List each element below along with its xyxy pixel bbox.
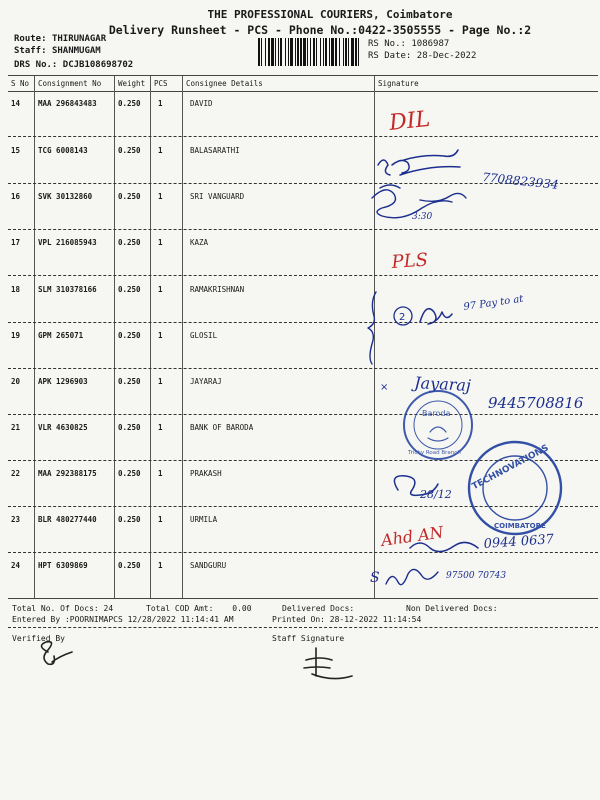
barcode-bar xyxy=(345,38,347,66)
total-docs-label: Total No. Of Docs: xyxy=(12,604,99,613)
row-separator xyxy=(8,136,598,137)
verifier-signature xyxy=(41,642,72,665)
row-consignee: JAYARAJ xyxy=(190,377,222,386)
col-pcs: PCS xyxy=(154,79,168,88)
row-consignment: MAA 296843483 xyxy=(38,99,97,108)
row-consignee: PRAKASH xyxy=(190,469,222,478)
row-weight: 0.250 xyxy=(118,99,141,108)
barcode-bar xyxy=(358,38,359,66)
row-sno: 14 xyxy=(11,99,21,108)
barcode-bar xyxy=(348,38,349,66)
row-consignment: VPL 216085943 xyxy=(38,238,97,247)
handwritten-cross: × xyxy=(380,382,389,393)
barcode-bar xyxy=(323,38,324,66)
drs-value: DCJB108698702 xyxy=(62,60,134,70)
svg-text:COIMBATORE: COIMBATORE xyxy=(494,522,546,530)
handwritten-pls: PLS xyxy=(390,249,429,273)
drs-label: DRS No.: xyxy=(14,60,58,70)
barcode-bar xyxy=(331,38,334,66)
row-separator xyxy=(8,552,598,553)
non-delivered-label: Non Delivered Docs: xyxy=(406,604,498,613)
barcode-bar xyxy=(343,38,344,66)
signature-scribble xyxy=(410,542,478,551)
row-pcs: 1 xyxy=(158,192,163,201)
row-consignment: HPT 6309869 xyxy=(38,561,88,570)
svg-text:Baroda: Baroda xyxy=(422,409,451,418)
col-divider xyxy=(34,76,35,598)
verified-by-label: Verified By xyxy=(12,634,65,643)
row-sno: 18 xyxy=(11,285,21,294)
row-weight: 0.250 xyxy=(118,285,141,294)
row-consignment: BLR 480277440 xyxy=(38,515,97,524)
barcode-bar xyxy=(268,38,270,66)
row-pcs: 1 xyxy=(158,515,163,524)
barcode-bar xyxy=(339,38,340,66)
row-pcs: 1 xyxy=(158,423,163,432)
col-divider xyxy=(114,76,115,598)
row-consignment: SVK 30132860 xyxy=(38,192,93,201)
row-weight: 0.250 xyxy=(118,515,141,524)
row-sno: 23 xyxy=(11,515,21,524)
row-sno: 21 xyxy=(11,423,21,432)
staff-value: SHANMUGAM xyxy=(51,46,101,56)
entered-by: Entered By :POORNIMAPCS 12/28/2022 11:14:41 AM xyxy=(12,615,234,624)
handwritten-name: Jayaraj xyxy=(413,373,472,395)
total-docs-value: 24 xyxy=(103,604,114,613)
row-weight: 0.250 xyxy=(118,331,141,340)
row-sno: 17 xyxy=(11,238,21,247)
row-consignee: SRI VANGUARD xyxy=(190,192,245,201)
barcode-bar xyxy=(307,38,308,66)
row-pcs: 1 xyxy=(158,99,163,108)
signature-scribble xyxy=(394,476,438,496)
barcode-bar xyxy=(351,38,354,66)
row-sno: 22 xyxy=(11,469,21,478)
col-divider xyxy=(374,76,375,598)
staff-label: Staff: xyxy=(14,46,47,56)
handwritten-phone: 97500 70743 xyxy=(446,571,507,581)
rs-date-value: 28-Dec-2022 xyxy=(416,51,477,61)
row-weight: 0.250 xyxy=(118,423,141,432)
table-header-rule xyxy=(8,91,598,92)
col-weight: Weight xyxy=(118,79,146,88)
row-separator xyxy=(8,414,598,415)
company-title: THE PROFESSIONAL COURIERS, Coimbatore xyxy=(207,8,453,21)
barcode-bar xyxy=(316,38,317,66)
row-pcs: 1 xyxy=(158,238,163,247)
table-top-rule xyxy=(8,75,598,76)
row-separator xyxy=(8,460,598,461)
barcode-bar xyxy=(295,38,296,66)
company-stamp-icon xyxy=(469,442,561,534)
barcode-bar xyxy=(278,38,279,66)
row-consignee: GLOSIL xyxy=(190,331,218,340)
cod-line xyxy=(146,604,252,613)
barcode-bar xyxy=(329,38,330,66)
route-value: THIRUNAGAR xyxy=(51,34,107,44)
row-consignment: GPM 265071 xyxy=(38,331,84,340)
barcode-bar xyxy=(297,38,299,66)
signature-scribble xyxy=(378,150,460,175)
handwritten-date: 28/12 xyxy=(420,488,452,501)
barcode-bar xyxy=(290,38,293,66)
cod-label: Total COD Amt: xyxy=(146,604,214,613)
bank-stamp-icon xyxy=(404,391,472,459)
row-separator xyxy=(8,322,598,323)
barcode-bar xyxy=(271,38,274,66)
rs-date-line xyxy=(368,51,476,61)
signature-scribble xyxy=(386,569,438,584)
row-consignee: BANK OF BARODA xyxy=(190,423,254,432)
row-pcs: 1 xyxy=(158,377,163,386)
row-consignee: URMILA xyxy=(190,515,218,524)
row-weight: 0.250 xyxy=(118,469,141,478)
barcode-bar xyxy=(258,38,260,66)
barcode-bar xyxy=(320,38,321,66)
printed-on: Printed On: 28-12-2022 11:14:54 xyxy=(272,615,422,624)
col-consignment: Consignment No xyxy=(38,79,102,88)
row-consignment: SLM 310378166 xyxy=(38,285,97,294)
barcode-bar xyxy=(280,38,282,66)
barcode-bar xyxy=(261,38,262,66)
barcode-bar xyxy=(288,38,289,66)
row-consignment: MAA 292388175 xyxy=(38,469,97,478)
barcode-bar xyxy=(325,38,327,66)
row-pcs: 1 xyxy=(158,469,163,478)
col-divider xyxy=(150,76,151,598)
handwritten-dil: DIL xyxy=(388,106,432,136)
row-sno: 20 xyxy=(11,377,21,386)
row-pcs: 1 xyxy=(158,146,163,155)
row-consignee: RAMAKRISHNAN xyxy=(190,285,245,294)
row-consignee: KAZA xyxy=(190,238,209,247)
route-label: Route: xyxy=(14,34,47,44)
row-consignee: SANDGURU xyxy=(190,561,227,570)
svg-text:2: 2 xyxy=(399,312,406,323)
row-separator xyxy=(8,183,598,184)
row-separator xyxy=(8,275,598,276)
handwritten-phone: 0944 0637 xyxy=(483,532,555,552)
barcode-icon xyxy=(258,38,362,66)
barcode-bar xyxy=(335,38,337,66)
barcode-bar xyxy=(275,38,276,66)
rs-date-label: RS Date: xyxy=(368,51,412,61)
delivered-label: Delivered Docs: xyxy=(282,604,355,613)
handwritten-note: 97 Pay to at xyxy=(462,293,525,313)
row-consignee: BALASARATHI xyxy=(190,146,240,155)
handwritten-time: 3:30 xyxy=(412,212,433,222)
barcode-bar xyxy=(313,38,315,66)
staff-line xyxy=(14,46,101,56)
row-weight: 0.250 xyxy=(118,146,141,155)
row-pcs: 1 xyxy=(158,285,163,294)
row-sno: 15 xyxy=(11,146,21,155)
svg-text:Trichy Road Branch: Trichy Road Branch xyxy=(408,450,461,456)
row-consignment: VLR 4630825 xyxy=(38,423,88,432)
col-sno: S No xyxy=(11,79,30,88)
col-signature: Signature xyxy=(378,79,419,88)
row-sno: 24 xyxy=(11,561,21,570)
barcode-bar xyxy=(310,38,311,66)
rs-no-label: RS No.: xyxy=(368,39,406,49)
row-weight: 0.250 xyxy=(118,561,141,570)
row-weight: 0.250 xyxy=(118,238,141,247)
col-consignee: Consignee Details xyxy=(186,79,263,88)
handwritten-phone: 9445708816 xyxy=(488,394,584,412)
barcode-bar xyxy=(300,38,302,66)
signature-scribble xyxy=(372,185,466,218)
col-divider xyxy=(182,76,183,598)
handwritten-name: Ahd AN xyxy=(379,522,445,550)
table-bottom-rule xyxy=(8,598,598,599)
cod-value: 0.00 xyxy=(232,604,252,613)
runsheet-title: Delivery Runsheet - PCS - Phone No.:0422-3505555 - Page No.:2 xyxy=(108,23,532,37)
row-sno: 19 xyxy=(11,331,21,340)
row-consignment: TCG 6008143 xyxy=(38,146,88,155)
row-separator xyxy=(8,368,598,369)
row-weight: 0.250 xyxy=(118,377,141,386)
row-separator xyxy=(8,506,598,507)
row-consignee: DAVID xyxy=(190,99,213,108)
handwritten-phone: 7708823934 xyxy=(481,170,560,192)
row-consignment: APK 1296903 xyxy=(38,377,88,386)
staff-signature-mark xyxy=(304,648,352,679)
footer-separator xyxy=(8,627,598,628)
handwritten-s: S xyxy=(370,570,380,586)
barcode-bar xyxy=(285,38,286,66)
row-pcs: 1 xyxy=(158,331,163,340)
drs-line xyxy=(14,60,133,70)
svg-text:TECHNOVATIONS: TECHNOVATIONS xyxy=(470,443,551,493)
barcode-bar xyxy=(265,38,266,66)
barcode-bar xyxy=(303,38,306,66)
rs-no-value: 1086987 xyxy=(411,39,450,49)
rs-no-line xyxy=(368,39,449,49)
row-sno: 16 xyxy=(11,192,21,201)
row-weight: 0.250 xyxy=(118,192,141,201)
row-separator xyxy=(8,229,598,230)
row-pcs: 1 xyxy=(158,561,163,570)
barcode-bar xyxy=(355,38,357,66)
staff-signature-label: Staff Signature xyxy=(272,634,345,643)
route-line xyxy=(14,34,106,44)
totals-line xyxy=(12,604,113,613)
